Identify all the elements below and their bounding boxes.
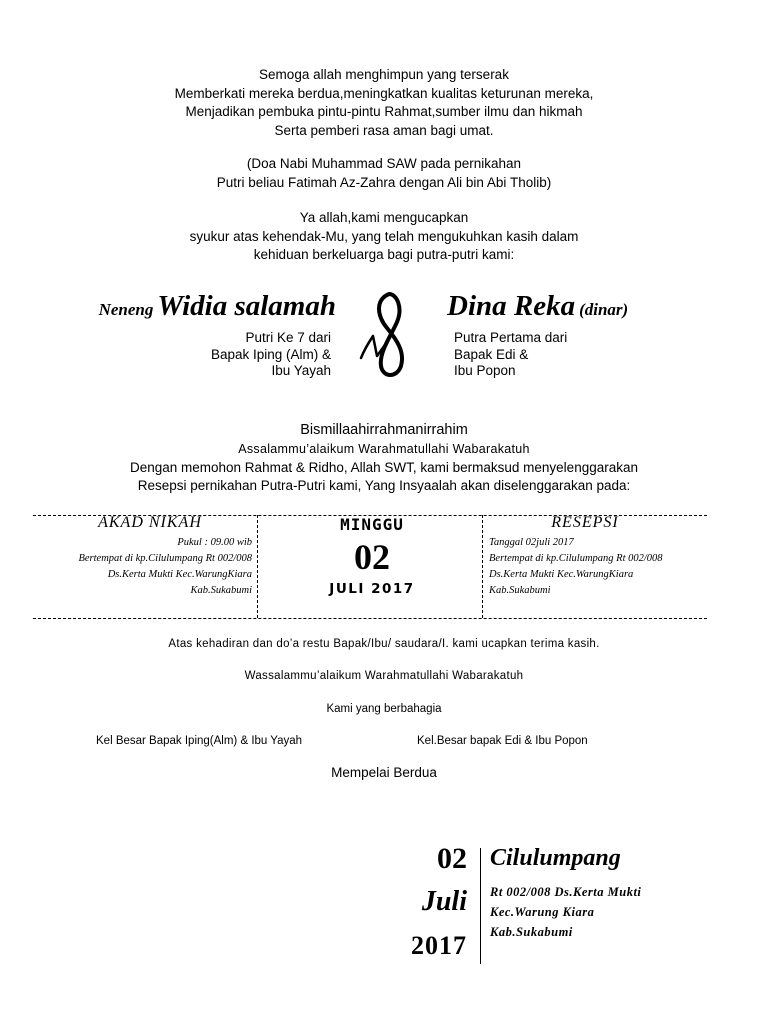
- bride-nickname: Neneng: [98, 300, 154, 319]
- mempelai-text: Mempelai Berdua: [331, 765, 437, 780]
- bride-full-name: Widia salamah: [157, 290, 336, 322]
- stamp-day: 02: [437, 842, 467, 875]
- thanks-text: Atas kehadiran dan do’a restu Bapak/Ibu/ saudara/I. kami ucapkan terima kasih.: [168, 638, 600, 650]
- stamp-address: [490, 882, 641, 942]
- resepsi-title: RESEPSI: [551, 514, 619, 531]
- stamp-year: 2017: [411, 931, 467, 960]
- poem-line: Menjadikan pembuka pintu-pintu Rahmat,sumber ilmu dan hikmah: [185, 104, 583, 119]
- poem-line: Memberkati mereka berdua,meningkatkan kualitas keturunan mereka,: [174, 85, 594, 101]
- groom-name: [447, 290, 628, 323]
- ampersand-monogram-icon: [357, 290, 417, 380]
- doa-line: Putri beliau Fatimah Az-Zahra dengan Ali bin Abi Tholib): [216, 174, 552, 190]
- akad-title: AKAD NIKAH: [98, 514, 202, 531]
- invitation-line: Resepsi pernikahan Putra-Putri kami, Yang Insyaalah akan diselenggarakan pada:: [137, 478, 631, 493]
- groom-parents-line: Ibu Popon: [454, 363, 516, 378]
- stamp-address-line: Kec.Warung Kiara: [490, 905, 595, 919]
- invitation-text: [0, 459, 768, 495]
- groom-parents-line: Bapak Edi &: [454, 346, 529, 362]
- resepsi-detail-line: Ds.Kerta Mukti Kec.WarungKiara: [489, 569, 634, 580]
- groom-parents: [454, 330, 654, 380]
- opening-poem: [0, 66, 768, 140]
- akad-details: [38, 535, 252, 599]
- invitation-line: Dengan memohon Rahmat & Ridho, Allah SWT, kami bermaksud menyelenggarakan: [129, 460, 638, 475]
- poem-line: Semoga allah menghimpun yang terserak: [259, 67, 509, 82]
- groom-full-name: Dina Reka: [447, 290, 576, 322]
- stamp-divider: [480, 848, 481, 964]
- bismillah: Bismillaahirrahmanirrahim: [300, 422, 468, 438]
- syukur-line: Ya allah,kami mengucapkan: [299, 210, 469, 225]
- event-box-divider: [257, 515, 258, 618]
- event-box-divider: [482, 515, 483, 618]
- bride-parents-line: Bapak Iping (Alm) &: [210, 346, 331, 362]
- groom-nickname: (dinar): [579, 300, 629, 319]
- syukur-text: [0, 209, 768, 265]
- resepsi-detail-line: Bertempat di kp.Cilulumpang Rt 002/008: [489, 553, 663, 564]
- bride-parents-line: Putri Ke 7 dari: [245, 330, 331, 345]
- event-day-name: MINGGU: [340, 515, 404, 534]
- syukur-line: syukur atas kehendak-Mu, yang telah mengukuhkan kasih dalam: [189, 228, 579, 244]
- family-groom: Kel.Besar bapak Edi & Ibu Popon: [417, 735, 588, 747]
- stamp-month: Juli: [421, 886, 467, 917]
- family-bride: Kel Besar Bapak Iping(Alm) & Ibu Yayah: [96, 735, 303, 747]
- stamp-place: Cilulumpang: [490, 845, 621, 871]
- akad-detail-line: Bertempat di kp.Cilulumpang Rt 002/008: [78, 553, 252, 564]
- resepsi-detail-line: Kab.Sukabumi: [489, 585, 551, 596]
- wassalam-text: Wassalammu’alaikum Warahmatullahi Wabarakatuh: [244, 670, 524, 682]
- doa-source: [0, 155, 768, 192]
- stamp-address-line: Rt 002/008 Ds.Kerta Mukti: [490, 885, 642, 899]
- groom-parents-line: Putra Pertama dari: [454, 330, 568, 345]
- bride-name: [80, 290, 336, 323]
- bride-parents-line: Ibu Yayah: [271, 363, 331, 378]
- akad-detail-line: Ds.Kerta Mukti Kec.WarungKiara: [107, 569, 252, 580]
- syukur-line: kehiduan berkeluarga bagi putra-putri kami:: [253, 247, 515, 262]
- akad-detail-line: Pukul : 09.00 wib: [177, 537, 252, 548]
- doa-line: (Doa Nabi Muhammad SAW pada pernikahan: [246, 156, 522, 171]
- bride-parents: [150, 330, 331, 380]
- poem-line: Serta pemberi rasa aman bagi umat.: [274, 122, 494, 138]
- stamp-address-line: Kab.Sukabumi: [490, 925, 573, 939]
- salam-greeting: Assalammu’alaikum Warahmatullahi Wabarakatuh: [238, 442, 530, 456]
- event-day-number: 02: [354, 537, 390, 577]
- akad-detail-line: Kab.Sukabumi: [190, 585, 252, 596]
- resepsi-details: [489, 535, 709, 599]
- resepsi-detail-line: Tanggal 02juli 2017: [489, 537, 574, 548]
- event-month-year: JULI 2017: [329, 581, 415, 597]
- kami-text: Kami yang berbahagia: [326, 703, 442, 715]
- event-box-bottom-border: [33, 618, 707, 619]
